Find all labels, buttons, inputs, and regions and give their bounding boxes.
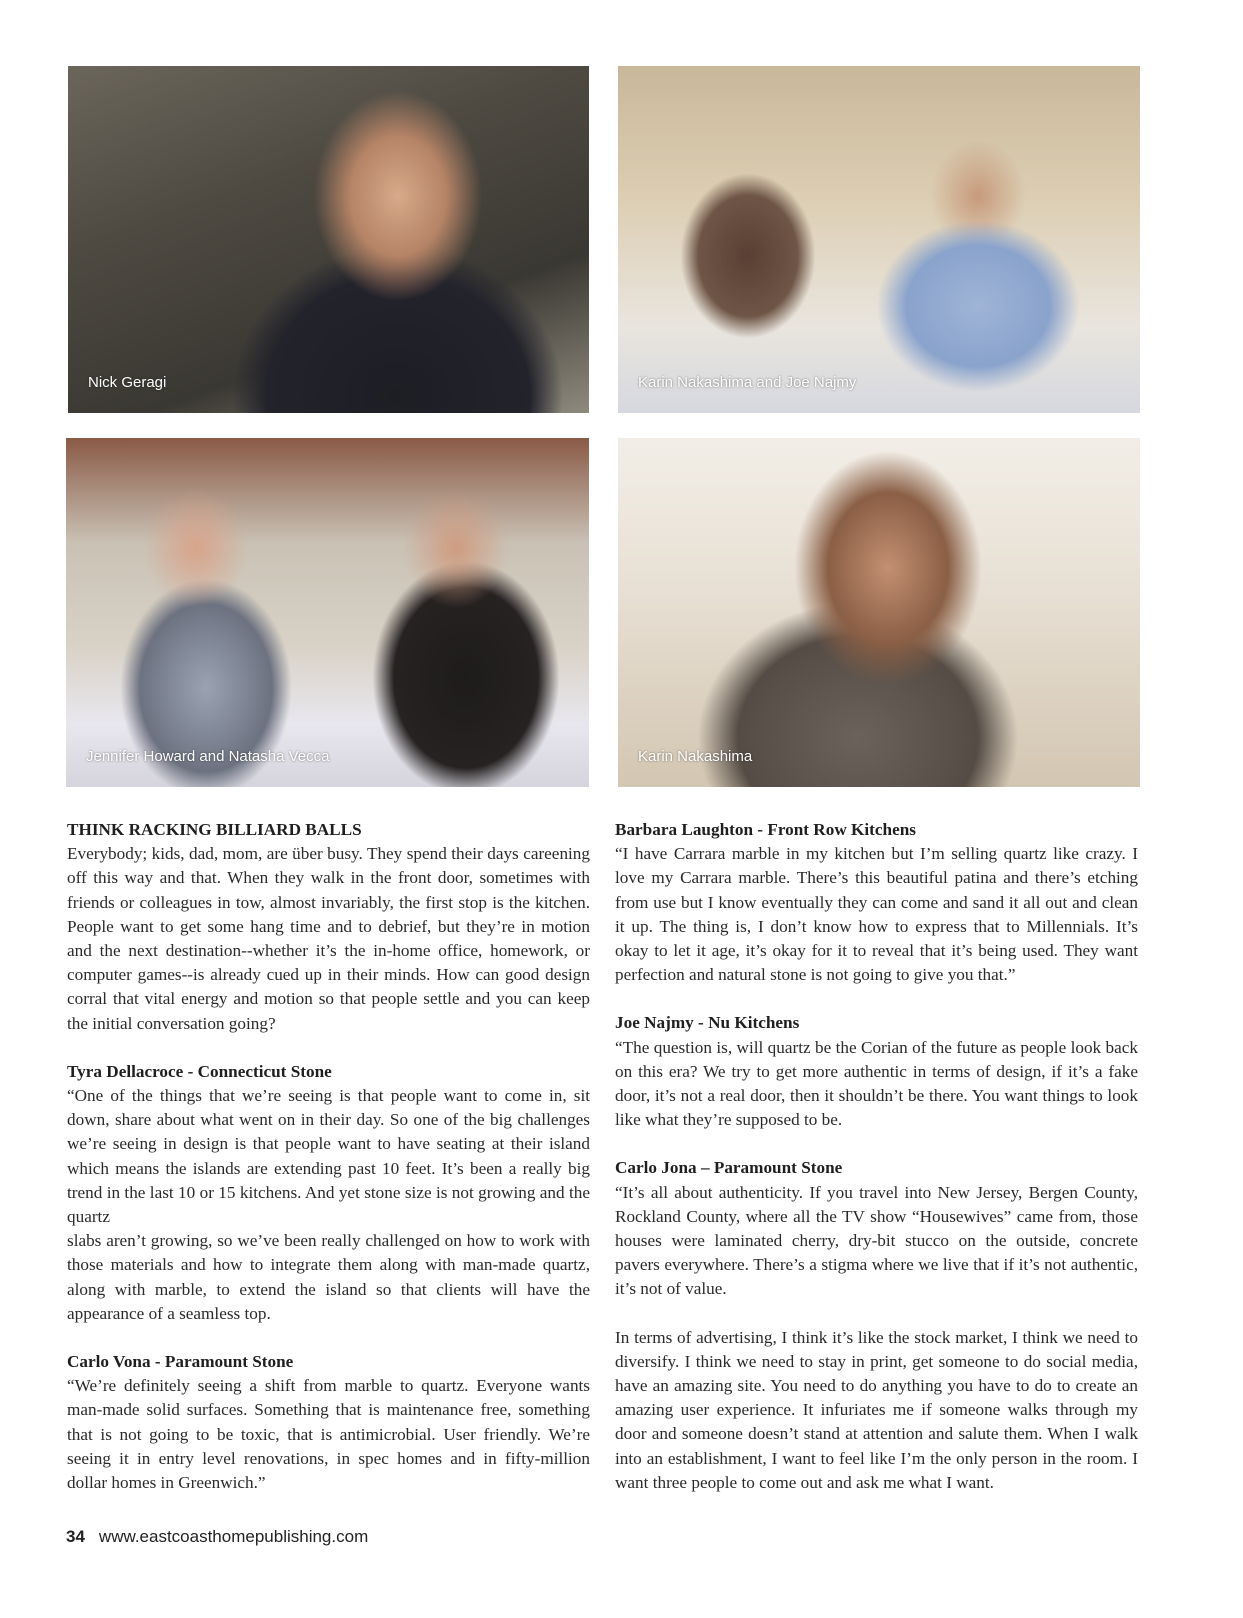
speaker-quote: “The question is, will quartz be the Corian of the future as people look back on this era? We try to get more authentic in terms of design, if it’s a fake door, it’s not a real door, then it shouldn’t be there. You want things to look like what they’re supposed to be. [615, 1037, 1138, 1130]
photo-caption: Karin Nakashima and Joe Najmy [638, 374, 857, 391]
speaker-heading: Joe Najmy - Nu Kitchens [615, 1013, 800, 1033]
photo-karin-and-joe [618, 66, 1140, 413]
speaker-quote: “It’s all about authenticity. If you travel into New Jersey, Bergen County, Rockland County, where all the TV show “Housewives” came from, those houses were laminated cherry, dry-bit stucco on the outside, concrete pavers everywhere. There’s a stigma where we live that if it’s not authentic, it’s not of value. [615, 1182, 1138, 1299]
photo-karin-nakashima [618, 438, 1140, 787]
speaker-heading: Tyra Dellacroce - Connecticut Stone [67, 1061, 332, 1081]
photo-caption: Jennifer Howard and Natasha Vecca [86, 748, 330, 765]
speaker-heading: Barbara Laughton - Front Row Kitchens [615, 820, 916, 839]
page-footer [66, 1527, 368, 1547]
speaker-quote: “I have Carrara marble in my kitchen but I’m selling quartz like crazy. I love my Carrara marble. There’s this beautiful patina and there’s etching from use but I know eventually they can come and sand it all out and clean it up. The thing is, I don’t know how to express that to Millennials. It’s okay to let it age, it’s okay for it to reveal that it’s being used. They want perfection and natural stone is not going to give you that.” [615, 844, 1138, 985]
speaker-quote: “We’re definitely seeing a shift from marble to quartz. Everyone wants man-made solid surfaces. Something that is maintenance free, something that is not going to be toxic, that is antimicrobial. User friendly. We’re seeing it in entry level renovations, in spec homes and in fifty-million dollar homes in Greenwich.” [67, 1376, 590, 1493]
photo-jennifer-and-natasha [66, 438, 589, 787]
page-number: 34 [66, 1527, 85, 1546]
left-column [67, 818, 590, 1495]
website-url: www.eastcoasthomepublishing.com [98, 1527, 369, 1546]
photo-caption: Nick Geragi [88, 374, 167, 391]
photo-caption: Karin Nakashima [638, 748, 753, 765]
intro-paragraph: Everybody; kids, dad, mom, are über busy. They spend their days careening off this way and that. When they walk in the front door, sometimes with friends or colleagues in tow, almost invariably, the first stop is the kitchen. People want to get some hang time and to debrief, but they’re in motion and the next destination--whether it’s the in-home office, homework, or computer games--is already cued up in their minds. How can good design corral that vital energy and motion so that people settle and you can keep the initial conversation going? [67, 844, 590, 1033]
speaker-quote: “One of the things that we’re seeing is that people want to come in, sit down, share about what went on in their day. So one of the big challenges we’re seeing in design is that people want to have seating at their island which means the islands are extending past 10 feet. It’s been a really big trend in the last 10 or 15 kitchens. And yet stone size is not growing and the quartz [67, 1086, 590, 1227]
speaker-heading: Carlo Vona - Paramount Stone [67, 1352, 294, 1372]
speaker-heading: Carlo Jona – Paramount Stone [615, 1158, 843, 1178]
photo-nick-geragi [68, 66, 589, 413]
right-column [615, 818, 1138, 1495]
section-heading: THINK RACKING BILLIARD BALLS [67, 820, 362, 839]
speaker-quote-continued: slabs aren’t growing, so we’ve been really challenged on how to work with those materials and how to integrate them along with man-made quartz, along with marble, to extend the island so that clients will have the appearance of a seamless top. [67, 1231, 590, 1323]
speaker-quote-continued: In terms of advertising, I think it’s like the stock market, I think we need to diversify. I think we need to stay in print, get someone to do social media, have an amazing site. You need to do anything you have to do to create an amazing user experience. It infuriates me if someone walks through my door and someone doesn’t stand at attention and salute them. When I walk into an establishment, I want to feel like I’m the only person in the room. I want three people to come out and ask me what I want. [615, 1327, 1138, 1492]
